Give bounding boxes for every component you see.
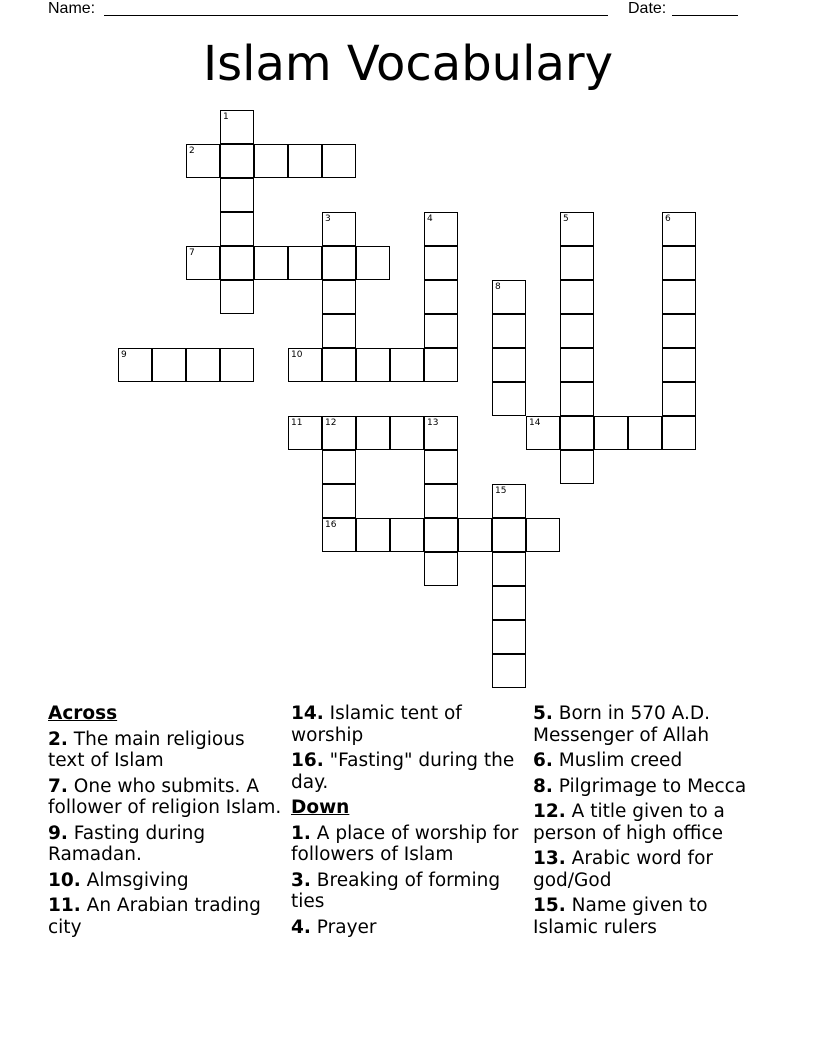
clue-number: 16.: [291, 750, 324, 771]
page-title: Islam Vocabulary: [203, 36, 613, 92]
clue-number: 10.: [48, 869, 81, 891]
clue-text: Muslim creed: [558, 750, 683, 771]
grid-cell[interactable]: [186, 246, 220, 280]
grid-cell[interactable]: [560, 450, 594, 484]
clue-text: Breaking of forming ties: [291, 869, 501, 912]
clue-text: Name given to Islamic rulers: [533, 895, 708, 938]
clue-text: "Fasting" during the day.: [291, 750, 515, 793]
grid-cell[interactable]: [560, 212, 594, 246]
clue: [291, 917, 526, 939]
grid-cell[interactable]: [662, 212, 696, 246]
cell-number: 1: [223, 112, 229, 122]
cell-number: 9: [121, 350, 127, 360]
name-label: Name:: [48, 0, 96, 17]
clue-number: 15.: [533, 895, 566, 916]
clue-text: A place of worship for followers of Islam: [291, 822, 519, 865]
clue-number: 11.: [48, 895, 81, 916]
clue-number: 4.: [291, 916, 311, 938]
grid-cell[interactable]: [322, 246, 356, 280]
grid-cell[interactable]: [322, 348, 356, 382]
clue-section-heading: Down: [291, 797, 350, 818]
grid-cell[interactable]: [526, 416, 560, 450]
grid-cell[interactable]: [322, 280, 356, 314]
clue: [48, 895, 283, 938]
grid-cell[interactable]: [424, 348, 458, 382]
cell-number: 6: [665, 214, 671, 224]
grid-cell[interactable]: [322, 518, 356, 552]
grid-cell[interactable]: [118, 348, 152, 382]
clue-text: One who submits. A follower of religion Islam.: [48, 775, 282, 818]
clue-text: Prayer: [316, 916, 377, 938]
grid-cell[interactable]: [322, 144, 356, 178]
cell-number: 14: [529, 418, 541, 428]
grid-cell[interactable]: [594, 416, 628, 450]
grid-cell[interactable]: [356, 416, 390, 450]
grid-cell[interactable]: [424, 280, 458, 314]
clue-text: Fasting during Ramadan.: [48, 822, 206, 865]
grid-cell[interactable]: [356, 348, 390, 382]
grid-cell[interactable]: [288, 416, 322, 450]
grid-cell[interactable]: [560, 246, 594, 280]
cell-number: 4: [427, 214, 433, 224]
clue-text: A title given to a person of high office: [533, 801, 725, 844]
grid-cell[interactable]: [560, 314, 594, 348]
grid-cell[interactable]: [390, 518, 424, 552]
grid-cell[interactable]: [492, 586, 526, 620]
clue-number: 8.: [533, 775, 553, 797]
grid-cell[interactable]: [220, 212, 254, 246]
cell-number: 12: [325, 418, 337, 428]
clue: [533, 750, 768, 772]
cell-number: 11: [291, 418, 303, 428]
grid-cell[interactable]: [662, 348, 696, 382]
grid-cell[interactable]: [424, 518, 458, 552]
grid-cell[interactable]: [356, 246, 390, 280]
clue-number: 6.: [533, 750, 553, 771]
grid-cell[interactable]: [662, 314, 696, 348]
grid-cell[interactable]: [424, 484, 458, 518]
clue-number: 9.: [48, 822, 68, 844]
grid-cell[interactable]: [322, 212, 356, 246]
grid-cell[interactable]: [424, 212, 458, 246]
grid-cell[interactable]: [220, 110, 254, 144]
grid-cell[interactable]: [662, 246, 696, 280]
grid-cell[interactable]: [492, 280, 526, 314]
grid-cell[interactable]: [662, 280, 696, 314]
grid-cell[interactable]: [492, 382, 526, 416]
cell-number: 7: [189, 248, 195, 258]
cell-number: 8: [495, 282, 501, 292]
grid-cell[interactable]: [424, 450, 458, 484]
grid-cell[interactable]: [220, 246, 254, 280]
grid-cell[interactable]: [662, 382, 696, 416]
grid-cell[interactable]: [288, 144, 322, 178]
grid-cell[interactable]: [560, 416, 594, 450]
grid-cell[interactable]: [492, 484, 526, 518]
grid-cell[interactable]: [220, 144, 254, 178]
cell-number: 16: [325, 520, 337, 530]
grid-cell[interactable]: [322, 450, 356, 484]
clue: [291, 823, 526, 866]
clue-number: 13.: [533, 848, 566, 869]
grid-cell[interactable]: [220, 348, 254, 382]
clue: [291, 750, 526, 793]
grid-cell[interactable]: [492, 552, 526, 586]
grid-cell[interactable]: [662, 416, 696, 450]
clue: [533, 776, 768, 798]
clue: [533, 801, 768, 844]
clue-text: Almsgiving: [86, 869, 189, 891]
clues-column-3: [533, 703, 768, 942]
grid-cell[interactable]: [186, 348, 220, 382]
cell-number: 10: [291, 350, 303, 360]
grid-cell[interactable]: [526, 518, 560, 552]
clue-number: 12.: [533, 801, 566, 822]
clue-text: An Arabian trading city: [48, 895, 261, 938]
clue-text: Arabic word for god/God: [533, 848, 713, 891]
clue: [48, 823, 283, 866]
clue: [533, 848, 768, 891]
grid-cell[interactable]: [254, 144, 288, 178]
grid-cell[interactable]: [254, 246, 288, 280]
clue: [48, 729, 283, 772]
grid-cell[interactable]: [288, 348, 322, 382]
grid-cell[interactable]: [492, 654, 526, 688]
grid-cell[interactable]: [220, 280, 254, 314]
grid-cell[interactable]: [356, 518, 390, 552]
grid-cell[interactable]: [492, 518, 526, 552]
grid-cell[interactable]: [628, 416, 662, 450]
clues-column-1: [48, 703, 283, 942]
clue: [48, 776, 283, 819]
clue-number: 3.: [291, 869, 311, 891]
grid-cell[interactable]: [424, 314, 458, 348]
grid-cell[interactable]: [322, 314, 356, 348]
clue-number: 1.: [291, 822, 311, 844]
grid-cell[interactable]: [186, 144, 220, 178]
grid-cell[interactable]: [390, 416, 424, 450]
cell-number: 5: [563, 214, 569, 224]
clue-section-heading: Across: [48, 703, 118, 724]
grid-cell[interactable]: [458, 518, 492, 552]
clue: [291, 703, 526, 746]
grid-cell[interactable]: [424, 246, 458, 280]
grid-cell[interactable]: [492, 620, 526, 654]
grid-cell[interactable]: [560, 382, 594, 416]
clue-text: Born in 570 A.D. Messenger of Allah: [533, 703, 710, 746]
grid-cell[interactable]: [322, 416, 356, 450]
grid-cell[interactable]: [390, 348, 424, 382]
clues-column-2: [291, 703, 526, 942]
clue: [533, 703, 768, 746]
clue: [291, 870, 526, 913]
clue-number: 5.: [533, 703, 553, 724]
clue-text: Pilgrimage to Mecca: [558, 775, 747, 797]
clue-number: 2.: [48, 728, 68, 750]
cell-number: 13: [427, 418, 439, 428]
cell-number: 3: [325, 214, 331, 224]
grid-cell[interactable]: [492, 314, 526, 348]
grid-cell[interactable]: [152, 348, 186, 382]
grid-cell[interactable]: [560, 280, 594, 314]
date-label: Date:: [628, 0, 667, 17]
clue-text: Islamic tent of worship: [291, 703, 462, 746]
grid-cell[interactable]: [424, 552, 458, 586]
cell-number: 2: [189, 146, 195, 156]
grid-cell[interactable]: [322, 484, 356, 518]
grid-cell[interactable]: [220, 178, 254, 212]
cell-number: 15: [495, 486, 507, 496]
grid-cell[interactable]: [288, 246, 322, 280]
clue-number: 14.: [291, 703, 324, 724]
clue-number: 7.: [48, 775, 68, 797]
clue: [533, 895, 768, 938]
clue: [48, 870, 283, 892]
grid-cell[interactable]: [560, 348, 594, 382]
grid-cell[interactable]: [492, 348, 526, 382]
grid-cell[interactable]: [424, 416, 458, 450]
clue-text: The main religious text of Islam: [48, 728, 245, 771]
